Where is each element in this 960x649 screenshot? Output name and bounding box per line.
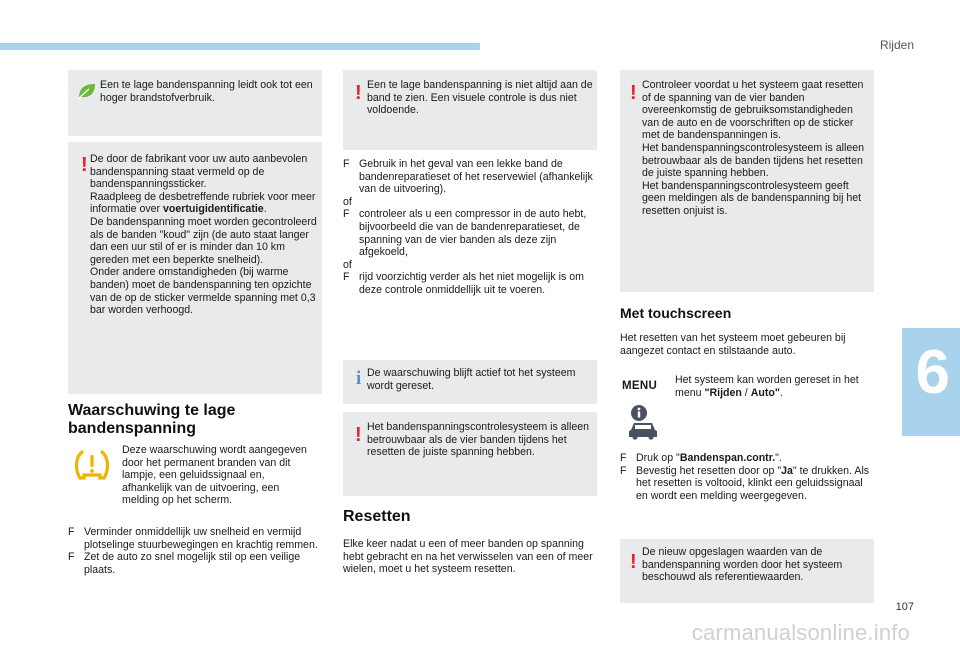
confirm-yes-option: Ja	[781, 464, 793, 477]
reference-values-warning-box	[620, 539, 874, 603]
bullet-marker: F	[343, 158, 350, 170]
pressure-warning-box	[68, 142, 322, 394]
warning-exclamation-icon: !	[355, 424, 362, 446]
pressure-warning-p2: Raadpleeg de desbetreffende rubriek voor meer informatie over voertuigidentificatie.	[90, 190, 316, 216]
pre-reset-check-p3: Het bandenspanningscontrolesysteem geeft geen meldingen als de bandenspanning bij het resetten onjuist is.	[642, 179, 862, 217]
warning-exclamation-icon: !	[630, 82, 637, 104]
info-note-box	[343, 360, 597, 404]
tyre-pressure-control-option: Bandenspan.contr.	[679, 452, 776, 464]
pressure-warning-text	[90, 153, 318, 317]
reset-heading: Resetten	[343, 508, 411, 525]
header-accent-bar	[0, 43, 480, 50]
bullet-marker: F	[343, 271, 350, 284]
eco-note-text: Een te lage bandenspanning leidt ook tot een hoger brandstofverbruik.	[100, 79, 313, 104]
reset-description: Elke keer nadat u een of meer banden op spanning hebt gebracht en na het verwisselen van een of meer wielen, moet u het systeem resetten.	[343, 538, 593, 576]
page-number: 107	[895, 601, 914, 613]
warning-exclamation-icon: !	[630, 551, 637, 573]
pre-reset-check-warning-box	[620, 70, 874, 292]
pressure-warning-p4: Onder andere omstandigheden (bij warme banden) moet de bandenspanning ten opzichte van de op de sticker vermelde spanning met 0,3 bar worden verhoogd.	[90, 266, 316, 317]
or-separator: of	[343, 195, 352, 208]
tyre-pressure-warning-lamp-icon	[74, 448, 110, 482]
reset-steps-list	[620, 452, 872, 502]
menu-path-driving: "Rijden	[704, 386, 742, 399]
list-item: F Gebruik in het geval van een lekke band de bandenreparatieset of het reservewiel (afhankelijk van de uitvoering).	[343, 158, 593, 196]
list-item: F controleer als u een compressor in de auto hebt, bijvoorbeeld die van de bandenreparatieset, de spanning van de vier banden als deze zijn afgekoeld,	[343, 208, 587, 259]
list-item: F rijd voorzichtig verder als het niet mogelijk is om deze controle onmiddellijk uit te voeren.	[343, 271, 584, 296]
system-reliability-warning-box	[343, 412, 597, 496]
bullet-marker: F	[620, 464, 627, 477]
bullet-marker: F	[620, 452, 627, 464]
pressure-warning-p3: De bandenspanning moet worden gecontroleerd als de banden "koud" zijn (de auto staat langer dan een uur stil of er is minder dan 10 km gereden met een beperkte snelheid).	[90, 215, 317, 266]
pre-reset-check-warning-text	[642, 79, 872, 218]
driving-vehicle-menu-icon	[626, 404, 660, 440]
chapter-number: 6	[915, 338, 950, 407]
list-item: F Zet de auto zo snel mogelijk stil op een veilige plaats.	[68, 551, 301, 576]
list-item: F Bevestig het resetten door op "Ja" te drukken. Als het resetten is voltooid, klinkt een geluidssignaal en wordt een melding weergegeven.	[620, 464, 870, 502]
pre-reset-check-p2: Het bandenspanningscontrolesysteem is alleen betrouwbaar als de banden tijdens het resetten de juiste spanning hebben.	[642, 141, 865, 180]
bullet-marker: F	[68, 551, 75, 564]
visual-check-warning-text: Een te lage bandenspanning is niet altijd aan de band te zien. Een visuele controle is dus niet voldoende.	[367, 79, 593, 117]
touchscreen-description: Het resetten van het systeem moet gebeuren bij aangezet contact en stilstaande auto.	[620, 332, 846, 357]
pressure-warning-p1: De door de fabrikant voor uw auto aanbevolen bandenspanning staat vermeld op de bandenspanningssticker.	[90, 153, 308, 191]
or-separator: of	[343, 258, 352, 271]
watermark: carmanualsonline.info	[691, 620, 910, 645]
list-item: F Druk op "Bandenspan.contr.".	[620, 452, 782, 464]
low-pressure-heading: Waarschuwing te lage bandenspanning	[68, 402, 236, 437]
bullet-marker: F	[68, 526, 75, 538]
eco-leaf-icon	[77, 82, 97, 100]
warning-exclamation-icon: !	[355, 82, 362, 104]
system-reliability-warning-text: Het bandenspanningscontrolesysteem is alleen betrouwbaar als de vier banden tijdens het resetten de juiste spanning hebben.	[367, 421, 590, 459]
menu-path-description: Het systeem kan worden gereset in het menu "Rijden / Auto".	[675, 374, 859, 399]
eco-note-box	[68, 70, 322, 136]
driving-action-list	[68, 526, 318, 576]
visual-check-warning-box	[343, 70, 597, 150]
menu-path-vehicle: Auto"	[750, 386, 780, 399]
reference-values-warning-text: De nieuw opgeslagen waarden van de bandenspanning worden door het systeem beschouwd als referentiewaarden.	[642, 546, 843, 584]
menu-button-label: MENU	[622, 380, 658, 392]
vehicle-identification-ref: voertuigidentificatie	[163, 203, 264, 216]
info-i-icon: i	[356, 368, 362, 389]
touchscreen-heading: Met touchscreen	[620, 305, 732, 321]
warning-exclamation-icon: !	[81, 154, 88, 176]
bullet-marker: F	[343, 208, 350, 221]
pre-reset-check-p1: Controleer voordat u het systeem gaat resetten of de spanning van de vier banden overeenkomstig de gebruiksomstandigheden van de auto en de voorschriften op de sticker met de bandenspanningen is.	[642, 79, 864, 142]
section-title: Rijden	[879, 38, 914, 52]
list-item: F Verminder onmiddellijk uw snelheid en vermijd plotselinge stuurbewegingen en krachtig remmen.	[68, 526, 318, 551]
info-note-text: De waarschuwing blijft actief tot het systeem wordt gereset.	[367, 367, 576, 392]
tyre-options-list	[343, 158, 601, 297]
warning-lamp-description: Deze waarschuwing wordt aangegeven door het permanent branden van dit lampje, een geluidssignaal en, afhankelijk van de uitvoering, een melding op het scherm.	[122, 444, 307, 507]
